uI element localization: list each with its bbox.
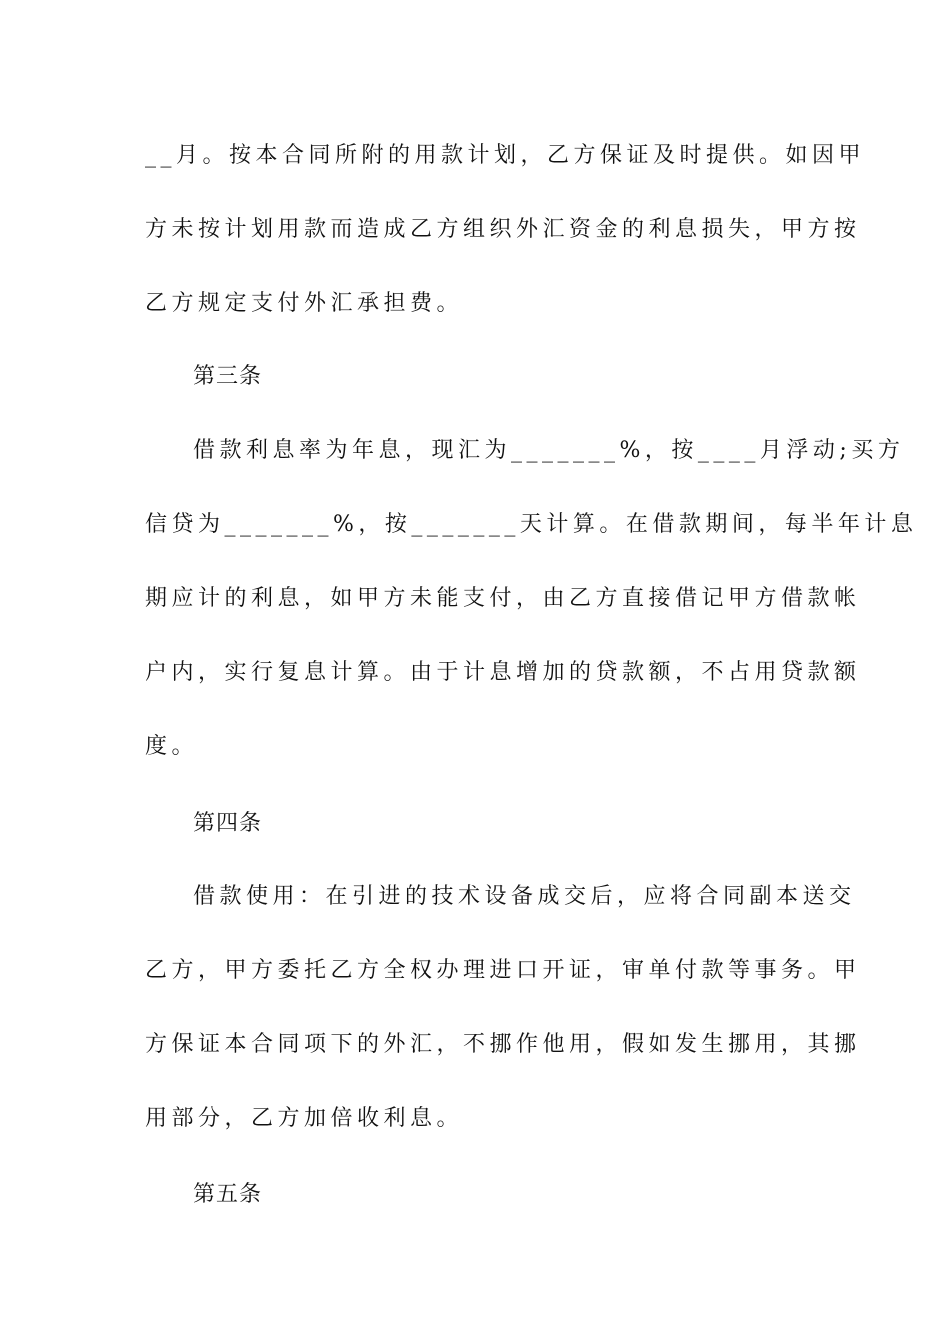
paragraph-loan-schedule — [145, 119, 866, 341]
paragraph-line: 度。 — [145, 734, 199, 759]
paragraph-line: 用部分，乙方加倍收利息。 — [145, 1106, 464, 1131]
paragraph-line: 借款使用：在引进的技术设备成交后，应将合同副本送交 — [193, 884, 856, 909]
paragraph-line: 方保证本合同项下的外汇，不挪作他用，假如发生挪用，其挪 — [145, 1032, 861, 1057]
paragraph-line: __月。按本合同所附的用款计划，乙方保证及时提供。如因甲 — [145, 143, 866, 168]
paragraph-line: 方未按计划用款而造成乙方组织外汇资金的利息损失，甲方按 — [145, 217, 861, 242]
paragraph-loan-usage — [145, 860, 861, 1156]
article-heading-3: 第三条 — [193, 364, 263, 389]
paragraph-line: 乙方规定支付外汇承担费。 — [145, 291, 464, 316]
paragraph-line: 信贷为_______%，按_______天计算。在借款期间，每半年计息 — [145, 512, 918, 537]
paragraph-line: 期应计的利息，如甲方未能支付，由乙方直接借记甲方借款帐 — [145, 586, 861, 611]
paragraph-line: 乙方，甲方委托乙方全权办理进口开证，审单付款等事务。甲 — [145, 958, 861, 983]
paragraph-interest-rate — [145, 414, 918, 784]
article-heading-4: 第四条 — [193, 811, 263, 836]
article-heading-5: 第五条 — [193, 1182, 263, 1207]
paragraph-line: 借款利息率为年息，现汇为_______%，按____月浮动;买方 — [193, 438, 905, 463]
paragraph-line: 户内，实行复息计算。由于计息增加的贷款额，不占用贷款额 — [145, 660, 861, 685]
